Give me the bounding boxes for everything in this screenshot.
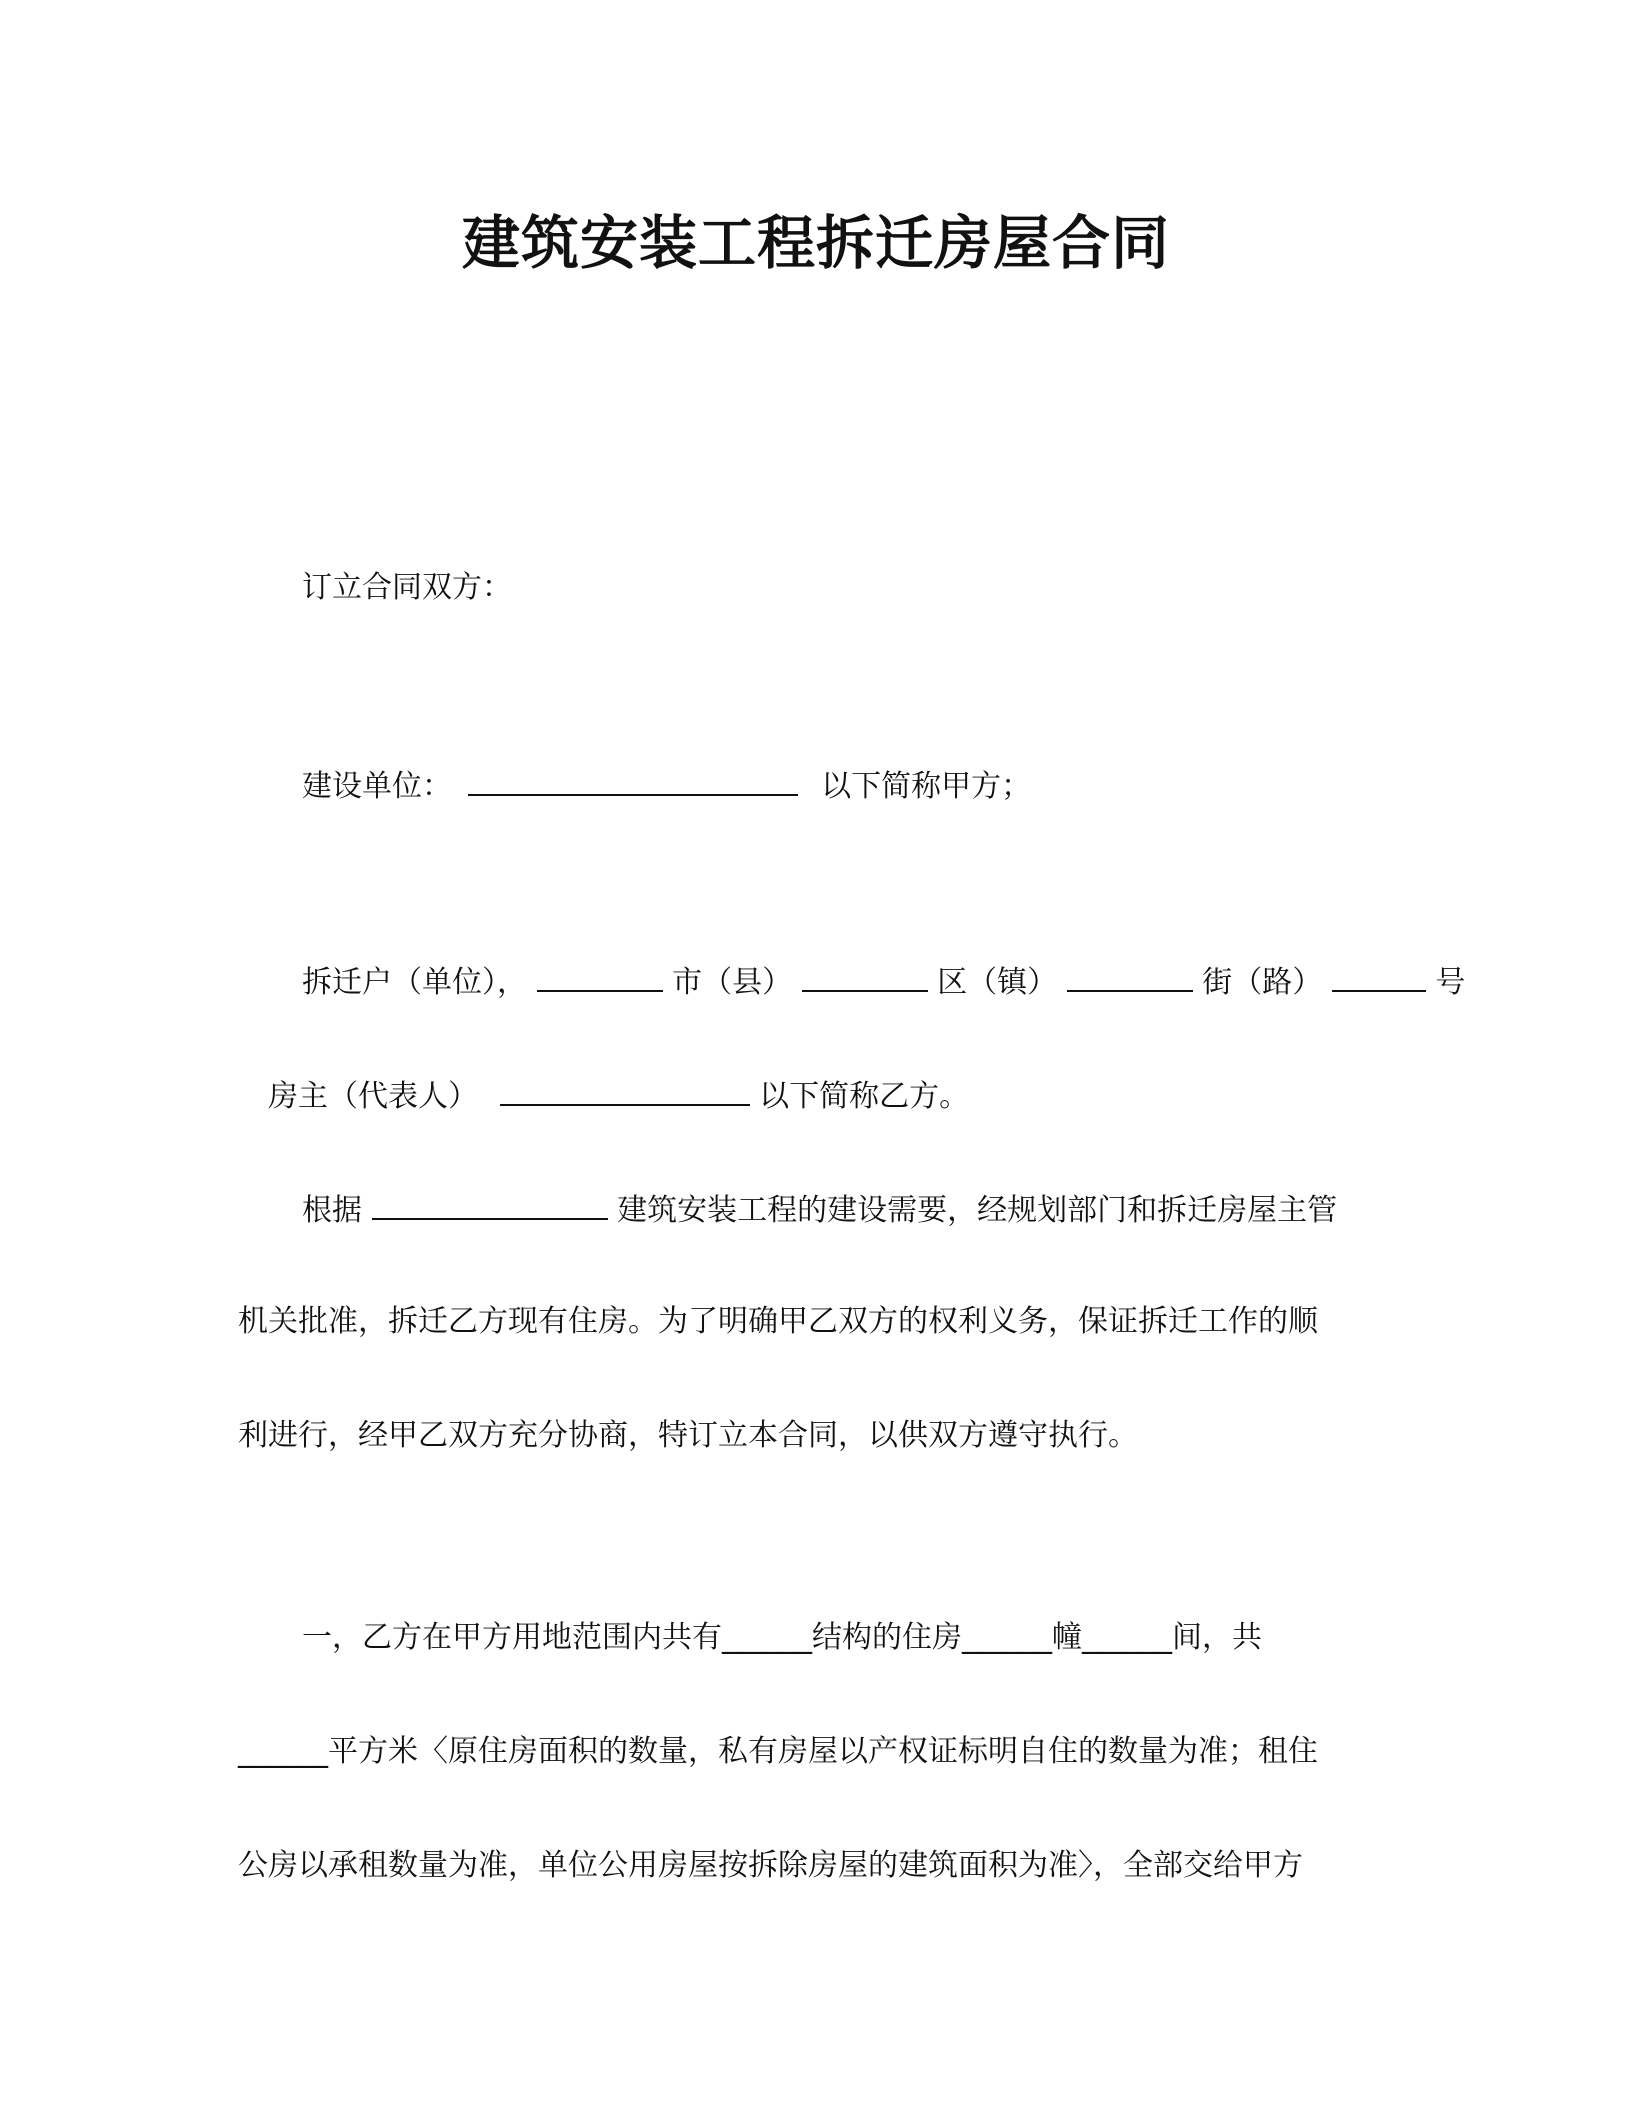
preamble-line-3: 利进行，经甲乙双方充分协商，特订立本合同，以供双方遵守执行。 xyxy=(238,1418,1138,1453)
party-a-blank[interactable] xyxy=(468,762,798,796)
street-blank[interactable] xyxy=(1067,958,1193,992)
clause-1-line-2: ______平方米〈原住房面积的数量，私有房屋以产权证标明自住的数量为准；租住 xyxy=(238,1734,1318,1769)
city-blank[interactable] xyxy=(537,958,663,992)
parties-heading: 订立合同双方： xyxy=(302,570,512,605)
owner-label: 房主（代表人） xyxy=(268,1079,478,1114)
party-b-prefix: 拆迁户（单位）， xyxy=(302,965,527,1000)
project-blank[interactable] xyxy=(372,1186,608,1220)
party-b-owner-line xyxy=(268,1072,969,1116)
street-label: 街（路） xyxy=(1202,965,1323,1000)
number-label: 号 xyxy=(1435,965,1466,1000)
document-title: 建筑安装工程拆迁房屋合同 xyxy=(461,209,1170,277)
party-a-line xyxy=(302,762,1031,806)
party-a-suffix: 以下简称甲方； xyxy=(821,769,1032,804)
preamble-text-1: 建筑安装工程的建设需要，经规划部门和拆迁房屋主管 xyxy=(617,1193,1338,1228)
party-b-address-line xyxy=(302,958,1465,1002)
preamble-line-1 xyxy=(302,1186,1337,1230)
district-label: 区（镇） xyxy=(937,965,1058,1000)
owner-blank[interactable] xyxy=(500,1072,750,1106)
clause-1-line-1: 一，乙方在甲方用地范围内共有______结构的住房______幢______间，共 xyxy=(302,1620,1262,1655)
number-blank[interactable] xyxy=(1332,958,1426,992)
city-label: 市（县） xyxy=(672,965,793,1000)
party-a-label: 建设单位： xyxy=(302,769,452,804)
preamble-line-2: 机关批准，拆迁乙方现有住房。为了明确甲乙双方的权利义务，保证拆迁工作的顺 xyxy=(238,1304,1318,1339)
clause-1-line-3: 公房以承租数量为准，单位公用房屋按拆除房屋的建筑面积为准〉，全部交给甲方 xyxy=(238,1848,1303,1883)
district-blank[interactable] xyxy=(802,958,928,992)
preamble-prefix: 根据 xyxy=(302,1193,362,1228)
party-b-suffix: 以下简称乙方。 xyxy=(759,1079,970,1114)
